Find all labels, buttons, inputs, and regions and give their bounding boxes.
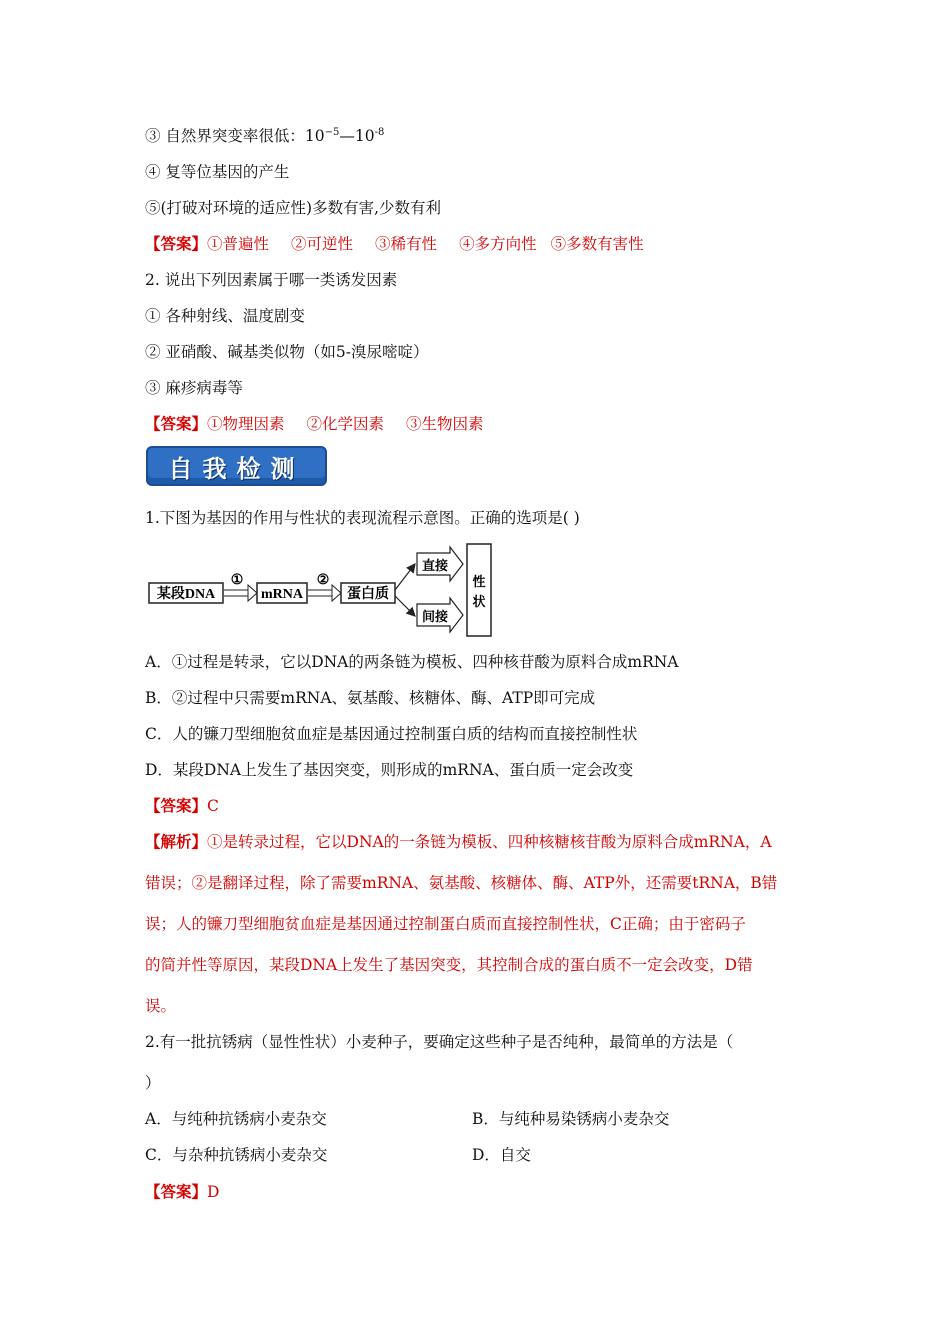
step-2-label: ② <box>316 572 330 588</box>
step-1-label: ① <box>230 572 244 588</box>
test-1-explanation-line-3: 误；人的镰刀型细胞贫血症是基因通过控制蛋白质而直接控制性状，C正确；由于密码子 <box>145 915 746 933</box>
direct-label: 直接 <box>421 559 449 574</box>
answer-item: ①物理因素 <box>207 415 285 433</box>
test-2-option-b: B．与纯种易染锈病小麦杂交 <box>472 1110 670 1128</box>
arrow-step-1 <box>248 585 257 601</box>
answer-item: ③稀有性 <box>375 235 438 253</box>
test-2-option-d: D．自交 <box>472 1146 531 1164</box>
test-2-option-c: C．与杂种抗锈病小麦杂交 <box>145 1146 328 1164</box>
answer-tag: 【答案】 <box>145 234 208 253</box>
indirect-label: 间接 <box>421 610 449 625</box>
harmful-line: ⑤(打破对环境的适应性)多数有害,少数有利 <box>145 199 442 217</box>
test-1-explanation-line-2: 错误；②是翻译过程，除了需要mRNA、氨基酸、核糖体、酶、ATP外，还需要tRNA，B错 <box>145 874 778 892</box>
test-1-answer <box>145 796 219 816</box>
test-2-answer <box>145 1182 219 1202</box>
factor-biological: ③ 麻疹病毒等 <box>145 379 243 397</box>
answer-tag: 【答案】 <box>145 1182 208 1201</box>
mutation-rate-line: ③ 自然界突变率很低：$10^{-5}—10^{-8}$ <box>145 127 385 145</box>
gene-expression-diagram <box>145 540 505 640</box>
self-test-banner <box>146 446 327 486</box>
test-1-explanation-line-1: 【解析】①是转录过程，它以DNA的一条链为模板、四种核糖核苷酸为原料合成mRNA，A <box>145 832 772 851</box>
answer-item: ①普遍性 <box>207 235 270 253</box>
explanation-tag: 【解析】 <box>145 832 208 851</box>
test-1-question: 1.下图为基因的作用与性状的表现流程示意图。正确的选项是( ) <box>145 509 580 527</box>
test-1-explanation-line-4: 的简并性等原因，某段DNA上发生了基因突变，其控制合成的蛋白质不一定会改变，D错 <box>145 956 753 974</box>
answer-1 <box>145 234 644 254</box>
trait-box <box>467 544 491 636</box>
test-1-explanation-line-5: 误。 <box>145 997 177 1015</box>
test-1-option-c: C．人的镰刀型细胞贫血症是基因通过控制蛋白质的结构而直接控制性状 <box>145 725 638 743</box>
answer-value: D <box>207 1183 220 1201</box>
dna-label: 某段DNA <box>156 587 216 602</box>
multiple-alleles-line: ④ 复等位基因的产生 <box>145 163 290 181</box>
factor-physical: ① 各种射线、温度剧变 <box>145 307 305 325</box>
answer-2 <box>145 414 484 434</box>
trait-label-1: 性 <box>472 575 486 590</box>
test-1-option-a: A．①过程是转录，它以DNA的两条链为模板、四种核苷酸为原料合成mRNA <box>145 653 679 671</box>
answer-item: ⑤多数有害性 <box>550 235 644 253</box>
test-1-option-d: D．某段DNA上发生了基因突变，则形成的mRNA、蛋白质一定会改变 <box>145 761 634 779</box>
self-test-banner-label: 自我检测 <box>168 454 305 483</box>
answer-item: ②化学因素 <box>306 415 385 433</box>
answer-value: C <box>207 797 219 815</box>
test-1-option-b: B．②过程中只需要mRNA、氨基酸、核糖体、酶、ATP即可完成 <box>145 689 596 707</box>
answer-item: ②可逆性 <box>291 235 354 253</box>
answer-item: ③生物因素 <box>406 415 484 433</box>
question-2-intro: 2. 说出下列因素属于哪一类诱发因素 <box>145 271 398 289</box>
test-2-question: 2.有一批抗锈病（显性性状）小麦种子，要确定这些种子是否纯种，最简单的方法是（ <box>145 1033 734 1051</box>
test-2-question-cont: ） <box>145 1074 161 1092</box>
trait-label-2: 状 <box>472 595 486 610</box>
factor-chemical: ② 亚硝酸、碱基类似物（如5-溴尿嘧啶） <box>145 343 429 361</box>
test-2-option-a: A．与纯种抗锈病小麦杂交 <box>145 1110 327 1128</box>
mrna-label: mRNA <box>261 587 303 602</box>
arrow-step-2 <box>332 585 341 601</box>
answer-tag: 【答案】 <box>145 796 208 815</box>
protein-label: 蛋白质 <box>347 586 389 602</box>
answer-item: ④多方向性 <box>459 235 537 253</box>
answer-tag: 【答案】 <box>145 414 208 433</box>
